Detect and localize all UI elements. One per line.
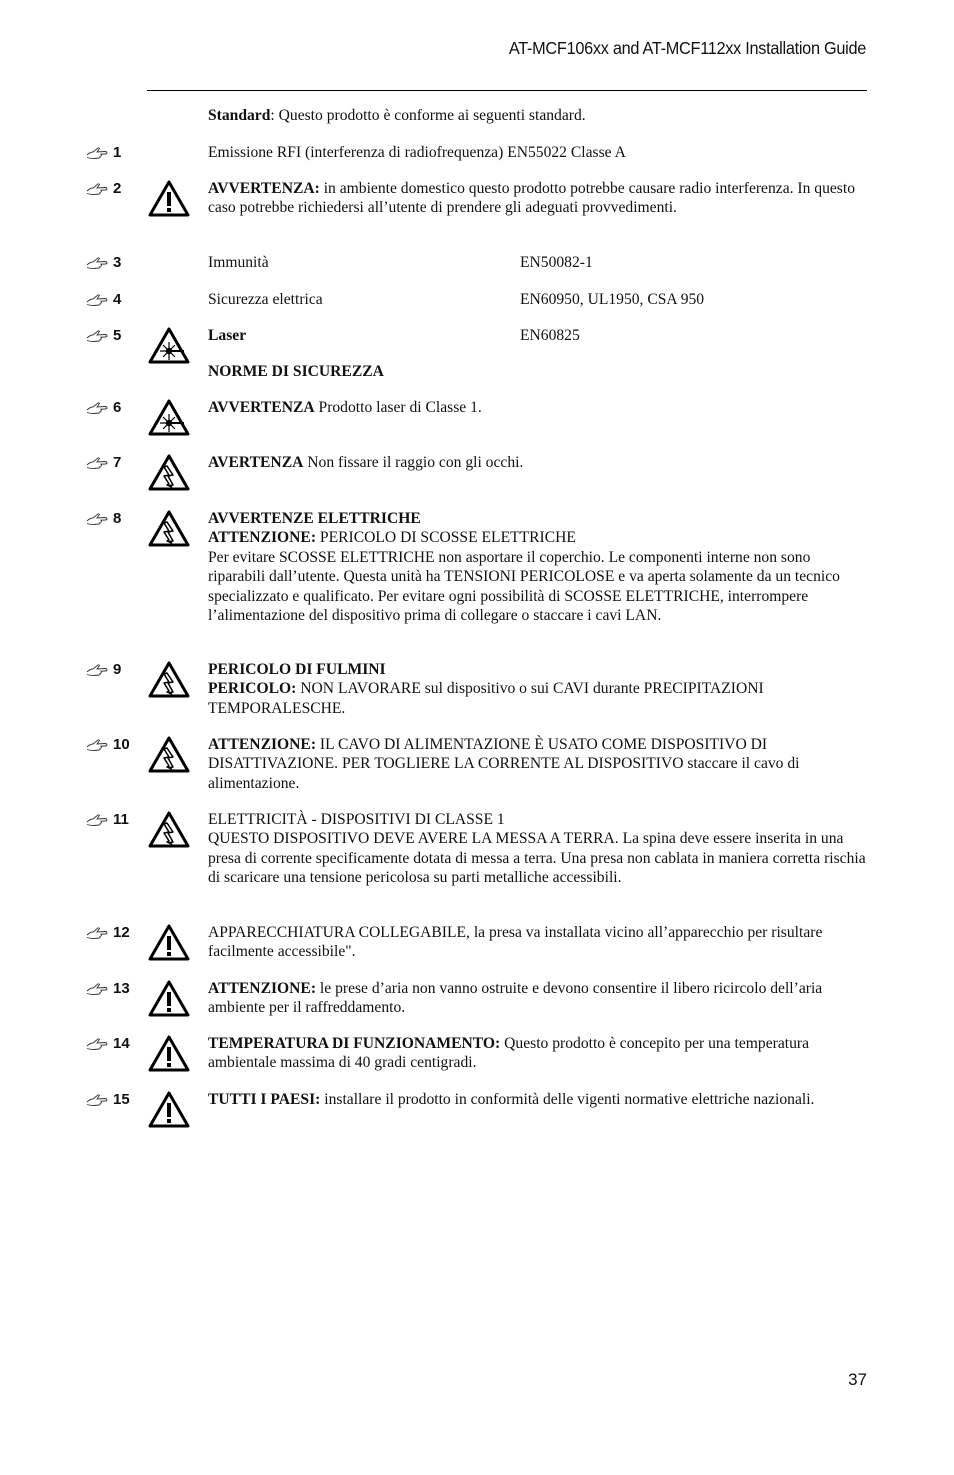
pointing-hand-icon xyxy=(86,329,108,343)
page-number: 37 xyxy=(848,1370,867,1389)
warning-icon xyxy=(148,1035,190,1072)
pointing-hand-icon xyxy=(86,982,108,996)
electric-shock-icon xyxy=(148,661,190,698)
warning-icon xyxy=(148,1091,190,1128)
electric-shock-icon xyxy=(148,736,190,773)
item-text: AVVERTENZA: in ambiente domestico questo prodotto potrebbe causare radio interferenza. In questo caso potrebbe richiedersi all’utente di prendere gli adeguati provvedimenti. xyxy=(208,180,856,217)
item-marker: 8 xyxy=(86,509,121,529)
item-marker: 10 xyxy=(86,735,130,755)
pointing-hand-icon xyxy=(86,182,108,196)
laser-icon xyxy=(148,327,190,364)
section-heading: NORME DI SICUREZZA xyxy=(208,363,384,380)
pointing-hand-icon xyxy=(86,146,108,160)
item-marker: 7 xyxy=(86,453,121,473)
item-marker: 3 xyxy=(86,253,121,273)
item-marker: 6 xyxy=(86,398,121,418)
pointing-hand-icon xyxy=(86,512,108,526)
item-text: AVVERTENZE ELETTRICHE ATTENZIONE: PERICOLO DI SCOSSE ELETTRICHE Per evitare SCOSSE ELETTRICHE non asportare il coperchio. Le componenti interne non sono riparabili dall’utente. Questa unità ha TENSIONI PERICOLOSE e va aperta solamente da un tecnico specializzato e qualificato. Per evitare ogni possibilità di SCOSSE ELETTRICHE, interrompere l’alimentazione del dispositivo prima di collegare o staccare i cavi LAN. xyxy=(208,510,840,625)
item-marker: 4 xyxy=(86,290,121,310)
item-text: Emissione RFI (interferenza di radiofrequenza) EN55022 Classe A xyxy=(208,144,626,161)
intro-text xyxy=(208,106,868,125)
pointing-hand-icon xyxy=(86,293,108,307)
header-rule xyxy=(147,90,867,91)
item-number: 1 xyxy=(113,144,122,161)
item-text: PERICOLO DI FULMINI PERICOLO: NON LAVORARE sul dispositivo o sui CAVI durante PRECIPITAZIONI TEMPORALESCHE. xyxy=(208,661,764,717)
pointing-hand-icon xyxy=(86,256,108,270)
item-value: EN50082-1 xyxy=(520,254,593,271)
item-marker: 13 xyxy=(86,979,130,999)
pointing-hand-icon xyxy=(86,456,108,470)
item-marker: 14 xyxy=(86,1034,130,1054)
item-text: Sicurezza elettrica xyxy=(208,291,323,308)
running-header-title: AT-MCF106xx and AT-MCF112xx Installation Guide xyxy=(508,38,866,58)
warning-icon xyxy=(148,980,190,1017)
item-marker: 11 xyxy=(86,810,129,830)
item-marker xyxy=(86,143,121,163)
item-text: Laser xyxy=(208,327,247,344)
intro-label: Standard xyxy=(208,107,271,124)
item-text: APPARECCHIATURA COLLEGABILE, la presa va installata vicino all’apparecchio per risultare facilmente accessibile". xyxy=(208,924,823,961)
item-text: ATTENZIONE: IL CAVO DI ALIMENTAZIONE È USATO COME DISPOSITIVO DI DISATTIVAZIONE. PER TOGLIERE LA CORRENTE AL DISPOSITIVO staccare il cavo di alimentazione. xyxy=(208,736,800,792)
laser-icon xyxy=(148,399,190,436)
electric-shock-icon xyxy=(148,454,190,491)
pointing-hand-icon xyxy=(86,1093,108,1107)
pointing-hand-icon xyxy=(86,926,108,940)
warning-icon xyxy=(148,924,190,961)
pointing-hand-icon xyxy=(86,663,108,677)
item-marker: 2 xyxy=(86,179,121,199)
item-marker: 5 xyxy=(86,326,121,346)
electric-shock-icon xyxy=(148,510,190,547)
pointing-hand-icon xyxy=(86,401,108,415)
item-text: TUTTI I PAESI: installare il prodotto in conformità delle vigenti normative elettriche nazionali. xyxy=(208,1091,815,1108)
pointing-hand-icon xyxy=(86,813,108,827)
item-text: Immunità xyxy=(208,254,269,271)
warning-icon xyxy=(148,180,190,217)
item-value: EN60950, UL1950, CSA 950 xyxy=(520,291,705,308)
pointing-hand-icon xyxy=(86,738,108,752)
item-marker: 15 xyxy=(86,1090,130,1110)
item-text: TEMPERATURA DI FUNZIONAMENTO: Questo prodotto è concepito per una temperatura ambientale massima di 40 gradi centigradi. xyxy=(208,1035,809,1072)
electric-shock-icon xyxy=(148,811,190,848)
item-text: ATTENZIONE: le prese d’aria non vanno ostruite e devono consentire il libero ricircolo dell’aria ambiente per il raffreddamento. xyxy=(208,980,823,1017)
item-marker: 9 xyxy=(86,660,121,680)
item-text: AVVERTENZA Prodotto laser di Classe 1. xyxy=(208,399,482,416)
item-marker: 12 xyxy=(86,923,130,943)
item-text: AVERTENZA Non fissare il raggio con gli occhi. xyxy=(208,454,524,471)
item-value: EN60825 xyxy=(520,327,580,344)
pointing-hand-icon xyxy=(86,1037,108,1051)
intro-body: : Questo prodotto è conforme ai seguenti standard. xyxy=(270,107,586,124)
item-text: ELETTRICITÀ - DISPOSITIVI DI CLASSE 1 QUESTO DISPOSITIVO DEVE AVERE LA MESSA A TERRA. La spina deve essere inserita in una presa di corrente specificamente dotata di messa a terra. Una presa non cablata in maniera corretta rischia di scaricare una tensione pericolosa su parti metalliche accessibili. xyxy=(208,811,866,887)
